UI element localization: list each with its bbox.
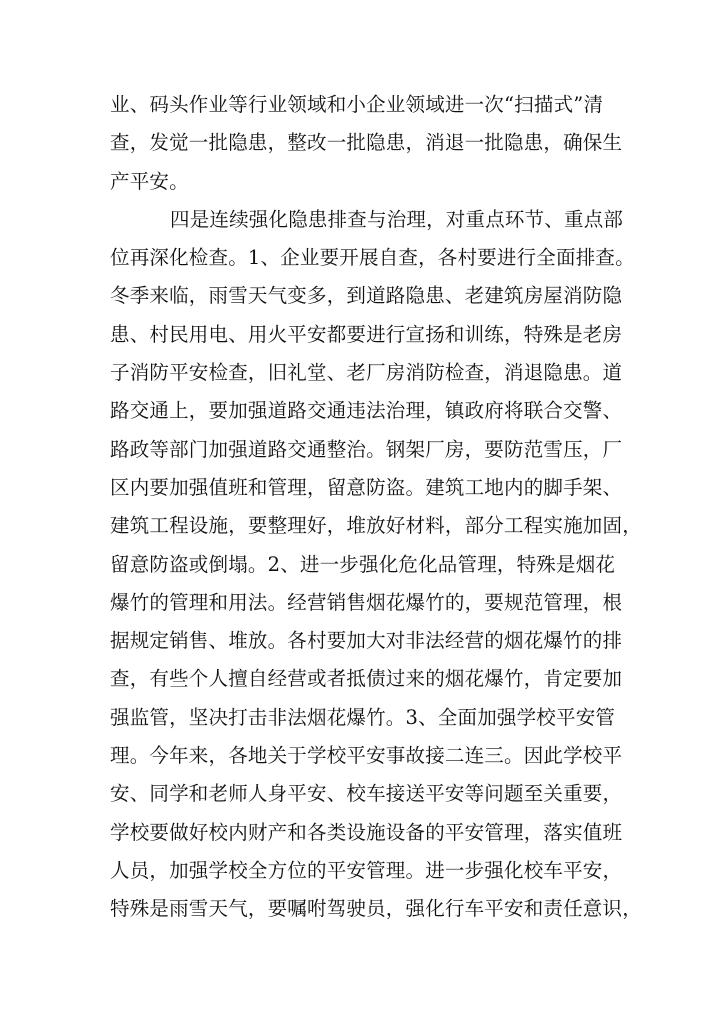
text-line: 特殊是雨雪天气，要嘱咐驾驶员，强化行车平安和责任意识， (110, 897, 642, 921)
text-line: 留意防盗或倒塌。2、进一步强化危化品管理，特殊是烟花 (110, 552, 616, 576)
text-line: 产平安。 (110, 169, 189, 193)
text-line: 人员，加强学校全方位的平安管理。进一步强化校车平安， (110, 858, 623, 882)
paragraph-first-line: 四是连续强化隐患排查与治理，对重点环节、重点部 (170, 207, 624, 231)
text-line: 路交通上，要加强道路交通违法治理，镇政府将联合交警、 (110, 399, 623, 423)
text-line: 路政等部门加强道路交通整治。钢架厂房，要防范雪压，厂 (110, 437, 623, 461)
text-line: 患、村民用电、用火平安都要进行宣扬和训练，特殊是老房 (110, 322, 623, 346)
text-line: 强监管，坚决打击非法烟花爆竹。3、全面加强学校平安管 (110, 705, 616, 729)
text-line: 建筑工程设施，要整理好，堆放好材料，部分工程实施加固， (110, 514, 642, 538)
text-line: 理。今年来，各地关于学校平安事故接二连三。因此学校平 (110, 744, 623, 768)
text-line: 业、码头作业等行业领域和小企业领域进一次“扫描式”清 (110, 93, 604, 116)
text-line: 区内要加强值班和管理，留意防盗。建筑工地内的脚手架、 (110, 475, 623, 499)
text-line: 安、同学和老师人身平安、校车接送平安等问题至关重要， (110, 782, 623, 806)
text-line: 学校要做好校内财产和各类设施设备的平安管理，落实值班 (110, 820, 623, 844)
text-line: 查，有些个人擅自经营或者抵债过来的烟花爆竹，肯定要加 (110, 667, 623, 691)
text-line: 冬季来临，雨雪天气变多，到道路隐患、老建筑房屋消防隐 (110, 284, 623, 308)
text-line: 子消防平安检查，旧礼堂、老厂房消防检查，消退隐患。道 (110, 361, 623, 385)
text-line: 爆竹的管理和用法。经营销售烟花爆竹的，要规范管理，根 (110, 590, 623, 614)
text-line: 查，发觉一批隐患，整改一批隐患，消退一批隐患，确保生 (110, 131, 623, 155)
text-line: 据规定销售、堆放。各村要加大对非法经营的烟花爆竹的排 (110, 629, 623, 653)
text-line: 位再深化检查。1、企业要开展自查，各村要进行全面排查。 (110, 246, 635, 270)
document-body (110, 86, 642, 929)
